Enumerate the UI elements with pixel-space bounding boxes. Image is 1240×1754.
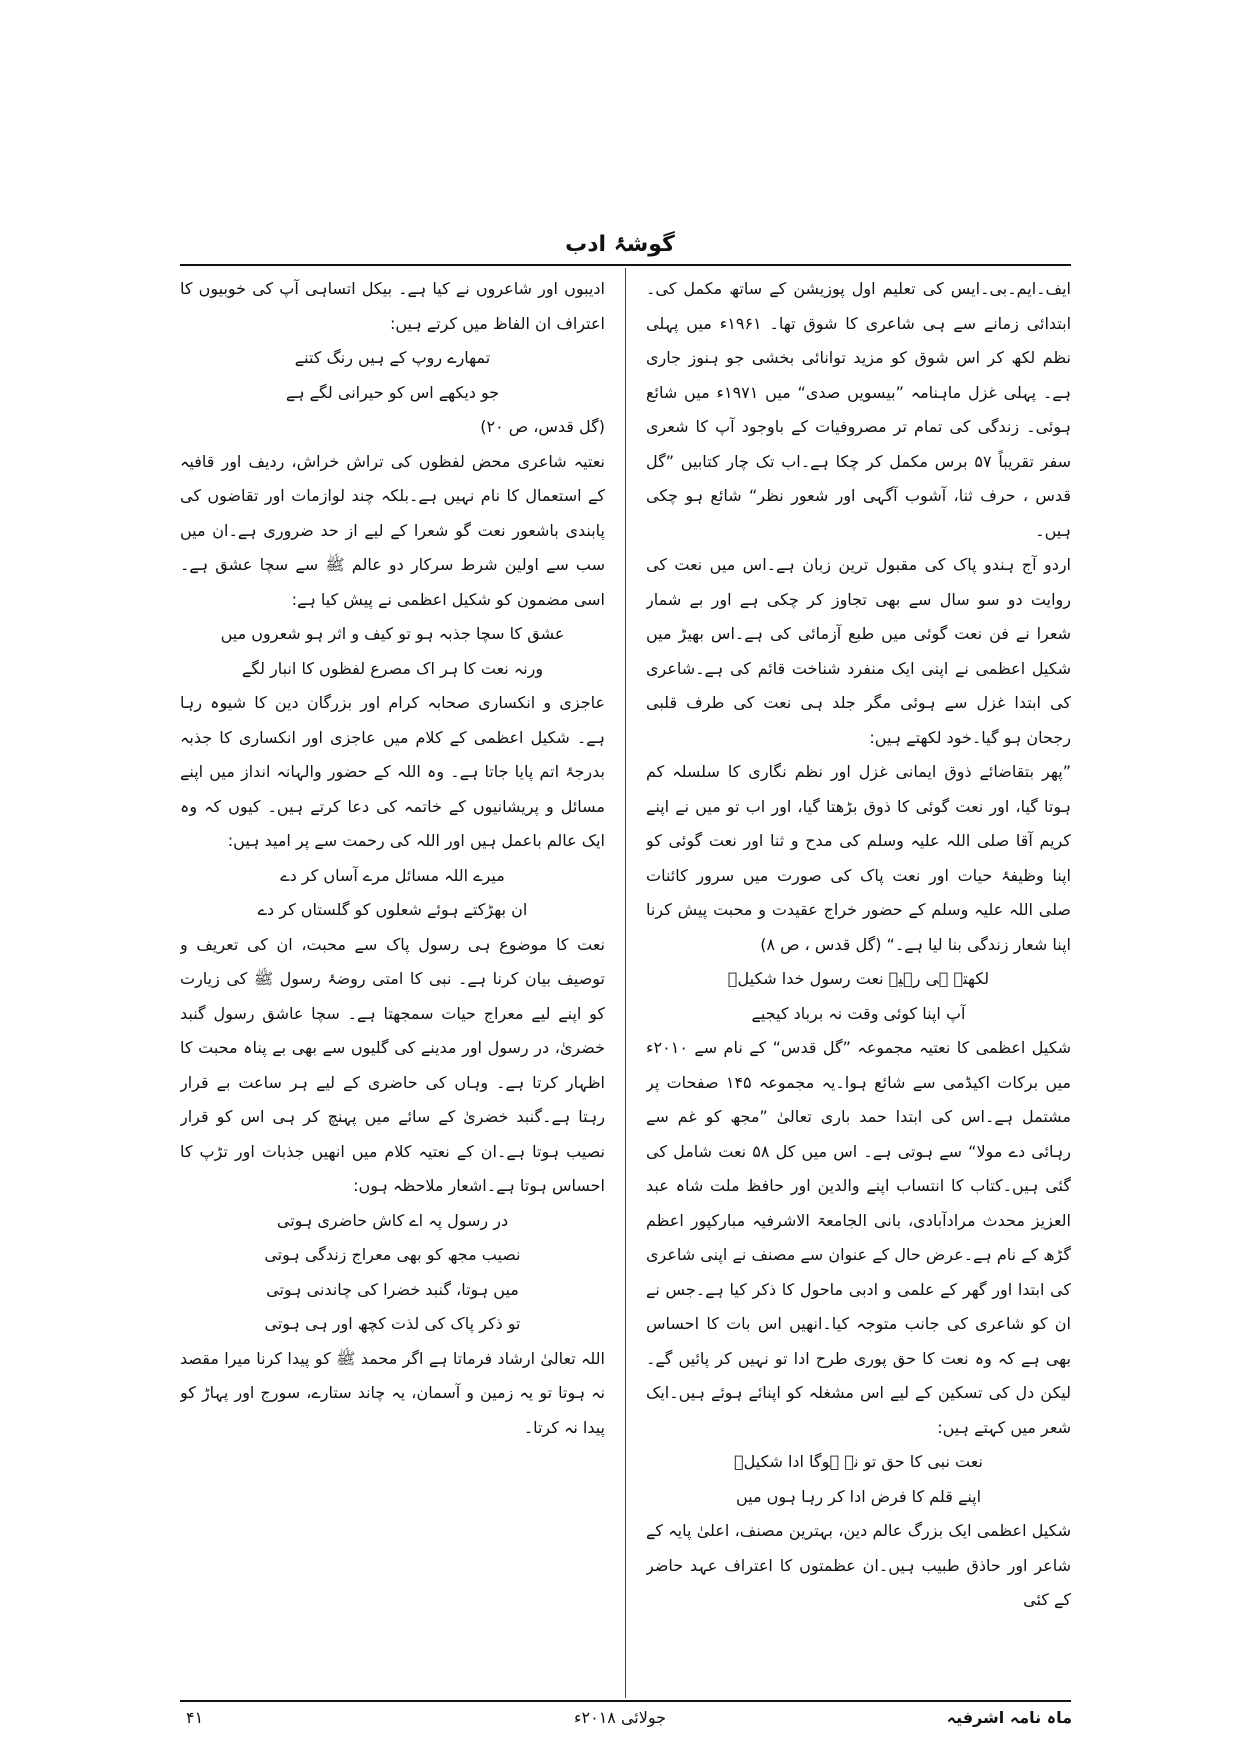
bottom-rule [180,1700,1071,1702]
verse-line: ان بھڑکتے ہوئے شعلوں کو گلستاں کر دے [257,900,528,919]
paragraph: اردو آج ہندو پاک کی مقبول ترین زبان ہے۔اس میں نعت کی روایت دو سو سال سے بھی تجاوز کر چکی ہے اور بے شمار شعرا نے فن نعت گوئی میں طبع آزمائی کی ہے۔اس بھیڑ میں شکیل اعظمی نے اپنی ایک منفرد شناخت قائم کی ہے۔شاعری کی ابتدا غزل سے ہوئی مگر جلد ہی نعت کی طرف قلبی رجحان ہو گیا۔خود لکھتے ہیں: [646,555,1071,747]
paragraph: ادیبوں اور شاعروں نے کیا ہے۔ بیکل اتساہی آپ کی خوبیوں کا اعتراف ان الفاظ میں کرتے ہیں: [180,279,605,333]
paragraph: نعتیہ شاعری محض لفظوں کی تراش خراش، ردیف اور قافیہ کے استعمال کا نام نہیں ہے۔بلکہ چند لوازمات اور تقاضوں کی پابندی باشعور نعت گو شعرا کے لیے از حد ضروری ہے۔ان میں سب سے اولین شرط سرکار دو عالم ﷺ سے سچا عشق ہے۔اسی مضمون کو شکیل اعظمی نے پیش کیا ہے: [180,451,605,609]
verse-line: ورنہ نعت کا ہر اک مصرع لفظوں کا انبار لگے [241,658,544,678]
verse-line: میں ہوتا، گنبد خضرا کی چاندنی ہوتی [266,1279,519,1299]
verse-line: عشق کا سچا جذبہ ہو تو کیف و اثر ہو شعروں میں [220,624,565,643]
issue-date: جولائی ۲۰۱۸ء [573,1708,667,1727]
top-rule [180,264,1071,266]
paragraph: اللہ تعالیٰ ارشاد فرماتا ہے اگر محمد ﷺ کو پیدا کرنا میرا مقصد نہ ہوتا تو یہ زمین و آسمان، یہ چاند ستارے، سورج اور پہاڑ کو پیدا نہ کرتا۔ [180,1348,605,1437]
verse-line: میرے اللہ مسائل مرے آساں کر دے [280,865,505,885]
paragraph: ایف۔ایم۔بی۔ایس کی تعلیم اول پوزیشن کے ساتھ مکمل کی۔ابتدائی زمانے سے ہی شاعری کا شوق تھا۔ ۱۹۶۱ء میں پہلی نظم لکھ کر اس شوق کو مزید توانائی بخشی جو ہنوز جاری ہے۔ پہلی غزل ماہنامہ ”بیسویں صدی“ میں ۱۹۷۱ء میں شائع ہوئی۔ زندگی کی تمام تر مصروفیات کے باوجود آپ کا شعری سفر تقریباً ۵۷ برس مکمل کر چکا ہے۔اب تک چار کتابیں ”گل قدس ، حرف ثنا، آشوب آگہی اور شعور نظر“ شائع ہو چکی ہیں۔ [646,279,1071,540]
page-title: گوشۂ ادب [565,232,675,257]
column-divider [625,268,626,1698]
verse-line: اپنے قلم کا فرض ادا کر رہا ہوں میں [735,1486,982,1506]
page-number: ۴۱ [186,1708,204,1727]
paragraph: عاجزی و انکساری صحابہ کرام اور بزرگان دین کا شیوہ رہا ہے۔ شکیل اعظمی کے کلام میں عاجزی اور انکساری کا جذبہ بدرجۂ اتم پایا جاتا ہے۔ وہ اللہ کے حضور والہانہ انداز میں اپنے مسائل و پریشانیوں کے خاتمہ کی دعا کرتے ہیں۔ کیوں کہ وہ ایک عالم باعمل ہیں اور اللہ کی رحمت سے پر امید ہیں: [180,693,605,850]
verse-line: نعت نبی کا حق تو نہ ہوگا ادا شکیلؔ [734,1452,983,1471]
verse-line: جو دیکھے اس کو حیرانی لگے ہے [285,382,500,402]
paragraph: شکیل اعظمی کا نعتیہ مجموعہ ”گل قدس“ کے نام سے ۲۰۱۰ء میں برکات اکیڈمی سے شائع ہوا۔یہ مجموعہ ۱۴۵ صفحات پر مشتمل ہے۔اس کی ابتدا حمد باری تعالیٰ ”مجھ کو غم سے رہائی دے مولا“ سے ہوتی ہے۔ اس میں کل ۵۸ نعت شامل کی گئی ہیں۔کتاب کا انتساب اپنے والدین اور حافظ ملت شاہ عبد العزیز محدث مرادآبادی، بانی الجامعۃ الاشرفیہ مبارکپور اعظم گڑھ کے نام ہے۔عرض حال کے عنوان سے مصنف نے اپنی شاعری کی ابتدا اور گھر کے علمی و ادبی ماحول کا ذکر کیا ہے۔جس نے ان کو شاعری کی جانب متوجہ کیا۔انھیں اس بات کا احساس بھی ہے کہ وہ نعت کا حق پوری طرح ادا تو نہیں کر پائیں گے۔لیکن دل کی تسکین کے لیے اس مشغلہ کو اپنائے ہوئے ہیں۔ایک شعر میں کہتے ہیں: [646,1038,1071,1437]
journal-name: ماہ نامہ اشرفیہ [946,1708,1072,1727]
citation: (گل قدس، ص ۲۰) [480,417,605,436]
verse-line: آپ اپنا کوئی وقت نہ برباد کیجیے [751,1003,966,1023]
paragraph: نعت کا موضوع ہی رسول پاک سے محبت، ان کی تعریف و توصیف بیان کرنا ہے۔ نبی کا امتی روضۂ رسول ﷺ کی زیارت کو اپنے لیے معراج حیات سمجھتا ہے۔ سچا عاشق رسول گنبد خضریٰ، در رسول اور مدینے کی گلیوں سے بھی بے پناہ محبت کا اظہار کرتا ہے۔ وہاں کی حاضری کے لیے ہر ساعت بے قرار رہتا ہے۔گنبد خضریٰ کے سائے میں پہنچ کر ہی اس کو قرار نصیب ہوتا ہے۔ان کے نعتیہ کلام میں انھیں جذبات اور تڑپ کا احساس ہوتا ہے۔اشعار ملاحظہ ہوں: [180,934,605,1195]
verse-line: تو ذکر پاک کی لذت کچھ اور ہی ہوتی [264,1314,521,1333]
verse-line: تمھارے روپ کے ہیں رنگ کتنے [294,348,491,367]
verse-line: نصیب مجھ کو بھی معراج زندگی ہوتی [264,1245,521,1264]
verse-line: در رسول پہ اے کاش حاضری ہوتی [276,1210,509,1230]
left-column [180,272,605,1692]
verse-line: لکھتے ہی رہیے نعت رسول خدا شکیلؔ [727,969,990,988]
right-column [646,272,1071,1692]
paragraph: ”پھر بتقاضائے ذوق ایمانی غزل اور نظم نگاری کا سلسلہ کم ہوتا گیا، اور نعت گوئی کا ذوق بڑھتا گیا، اور اب تو میں نے اپنے کریم آقا صلی اللہ علیہ وسلم کی مدح و ثنا اور نعت گوئی کو اپنا وظیفۂ حیات اور نعت پاک کی صورت میں سرور کائنات صلی اللہ علیہ وسلم کے حضور خراج عقیدت و محبت پیش کرنا اپنا شعار زندگی بنا لیا ہے۔“ (گل قدس ، ص ۸) [646,762,1071,954]
paragraph: شکیل اعظمی ایک بزرگ عالم دین، بہترین مصنف، اعلیٰ پایہ کے شاعر اور حاذق طبیب ہیں۔ان عظمتوں کا اعتراف عہد حاضر کے کئی [646,1521,1071,1609]
